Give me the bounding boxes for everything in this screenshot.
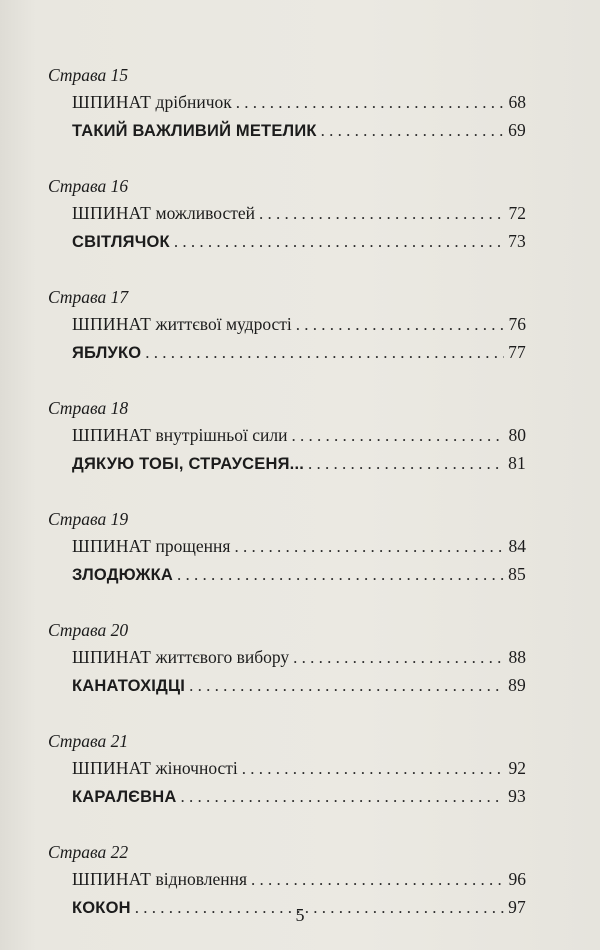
table-of-contents [48,62,526,950]
section-title: Страва 21 [48,731,129,751]
entry-title-prefix: ШПИНАТ [72,92,152,112]
entry-page-number: 88 [508,647,526,667]
entry-page-number: 81 [508,453,526,473]
entry-title-text: відновлення [151,869,248,889]
entry-title [72,450,304,478]
section-title: Страва 18 [48,398,129,418]
entry-title [72,88,232,116]
toc-entry-spinach[interactable] [72,532,526,560]
entry-title-text: ЗЛОДЮЖКА [72,566,173,584]
dot-leader [321,117,504,145]
entry-page-number: 80 [508,425,526,445]
dot-leader [251,866,504,894]
entry-page-number: 85 [508,564,526,584]
entry-title [72,532,230,560]
dot-leader [242,755,505,783]
toc-section [48,728,526,839]
dot-leader [174,228,504,256]
section-title: Страва 19 [48,509,129,529]
entry-page-number: 69 [508,120,526,140]
toc-section [48,62,526,173]
toc-entry-story[interactable] [72,338,526,366]
entry-page-number: 89 [508,675,526,695]
entry-title [72,754,238,782]
dot-leader [308,450,504,478]
section-title: Страва 15 [48,65,129,85]
entry-title [72,783,177,811]
toc-entry-story[interactable] [72,449,526,477]
dot-leader [177,561,504,589]
toc-entry-spinach[interactable] [72,865,526,893]
toc-entry-spinach[interactable] [72,421,526,449]
entry-page-number: 96 [508,869,526,889]
entry-title-text: прощення [151,536,231,556]
section-title: Страва 16 [48,176,129,196]
entry-page-number: 68 [508,92,526,112]
entry-title-prefix: ШПИНАТ [72,647,152,667]
entry-title [72,672,185,700]
dot-leader [189,672,504,700]
entry-title-text: можливостей [151,203,256,223]
entry-title [72,310,292,338]
toc-section [48,617,526,728]
entry-page-number: 93 [508,786,526,806]
entry-title [72,228,170,256]
entry-title-text: КАРАЛЄВНА [72,788,177,806]
entry-page-number: 76 [508,314,526,334]
toc-section [48,284,526,395]
toc-entry-spinach[interactable] [72,310,526,338]
page-number: 5 [295,905,305,925]
section-title: Страва 22 [48,842,129,862]
section-title: Страва 20 [48,620,129,640]
toc-section [48,839,526,950]
entry-title-prefix: ШПИНАТ [72,425,152,445]
toc-section [48,506,526,617]
entry-title [72,561,173,589]
entry-page-number: 77 [508,342,526,362]
toc-section [48,173,526,284]
entry-page-number: 72 [508,203,526,223]
dot-leader [291,422,504,450]
entry-title-text: життєвої мудрості [151,314,292,334]
entry-title [72,865,247,893]
entry-title-text: СВІТЛЯЧОК [72,233,170,251]
toc-entry-story[interactable] [72,116,526,144]
toc-entry-spinach[interactable] [72,199,526,227]
entry-title-text: КАНАТОХІДЦІ [72,677,186,695]
dot-leader [259,200,504,228]
dot-leader [296,311,505,339]
entry-page-number: 73 [508,231,526,251]
entry-page-number: 97 [508,897,526,917]
section-title: Страва 17 [48,287,129,307]
toc-entry-spinach[interactable] [72,88,526,116]
entry-title [72,117,317,145]
dot-leader [293,644,504,672]
entry-title-text: життєвого вибору [151,647,290,667]
entry-title-text: ДЯКУЮ ТОБІ, СТРАУСЕНЯ... [72,455,305,473]
dot-leader [236,89,505,117]
entry-title [72,421,287,449]
toc-entry-spinach[interactable] [72,754,526,782]
entry-title-prefix: ШПИНАТ [72,869,152,889]
entry-title-prefix: ШПИНАТ [72,203,152,223]
entry-title [72,339,141,367]
entry-title [72,199,255,227]
entry-page-number: 84 [508,536,526,556]
toc-entry-spinach[interactable] [72,643,526,671]
dot-leader [181,783,505,811]
entry-title [72,643,289,671]
toc-entry-story[interactable] [72,671,526,699]
entry-title-text: дрібничок [151,92,232,112]
entry-title-text: ТАКИЙ ВАЖЛИВИЙ МЕТЕЛИК [72,122,317,140]
toc-entry-story[interactable] [72,227,526,255]
toc-section [48,395,526,506]
entry-title-prefix: ШПИНАТ [72,758,152,778]
entry-title-text: ЯБЛУКО [72,344,142,362]
dot-leader [234,533,504,561]
entry-title-prefix: ШПИНАТ [72,314,152,334]
entry-page-number: 92 [508,758,526,778]
entry-title-prefix: ШПИНАТ [72,536,152,556]
toc-entry-story[interactable] [72,560,526,588]
entry-title-text: внутрішньої сили [151,425,288,445]
entry-title-text: КОКОН [72,899,131,917]
dot-leader [145,339,504,367]
toc-entry-story[interactable] [72,782,526,810]
entry-title-text: жіночності [151,758,238,778]
